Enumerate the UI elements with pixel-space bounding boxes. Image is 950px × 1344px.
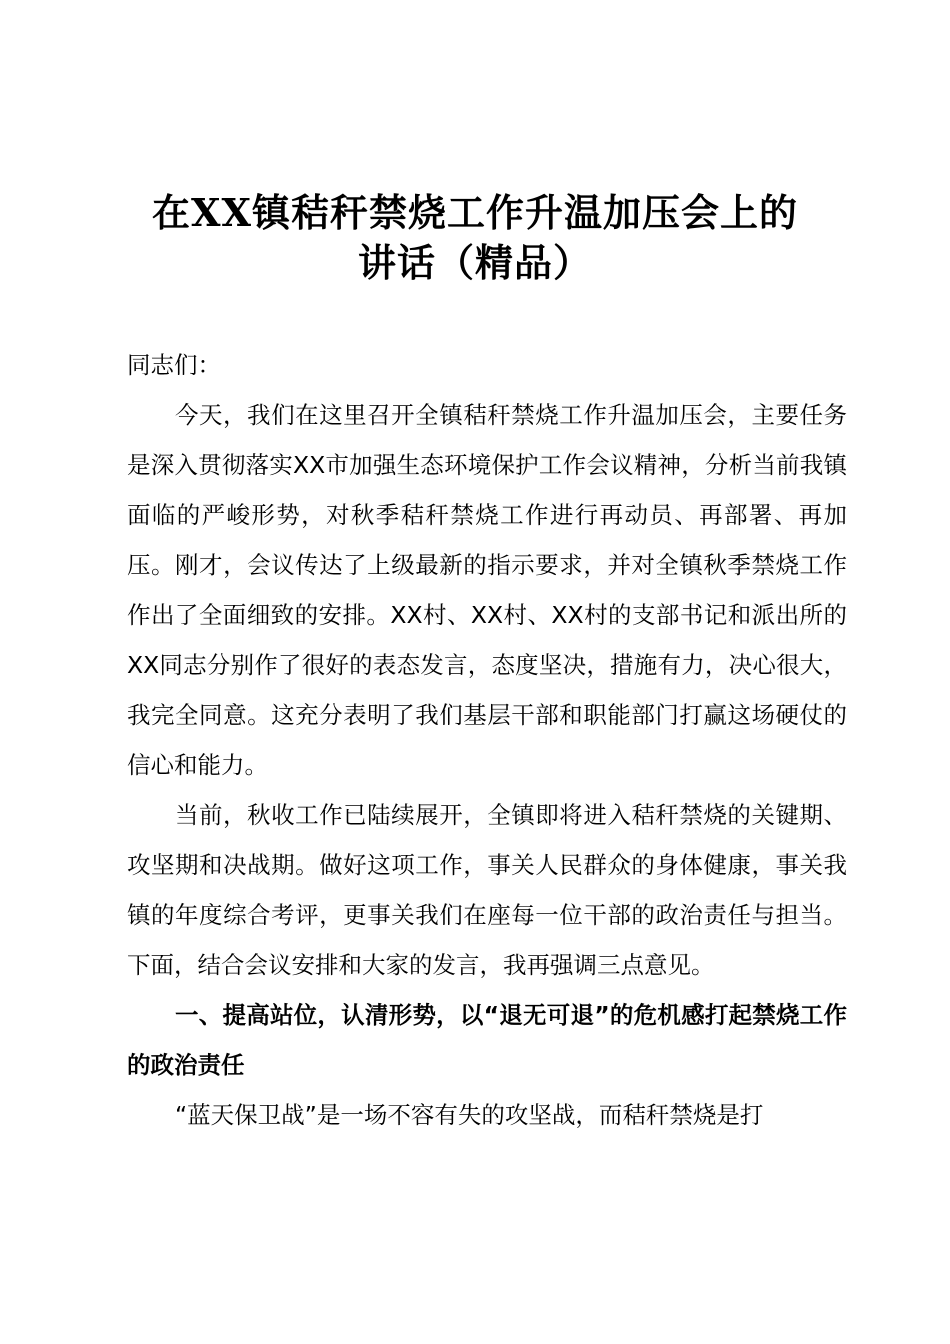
section-heading-1: 一、提高站位，认清形势，以“退无可退”的危机感打起禁烧工作的政治责任 [127, 1001, 847, 1079]
paragraph-3: “蓝天保卫战”是一场不容有失的攻坚战，而秸秆禁烧是打 [175, 1101, 764, 1129]
salutation: 同志们： [127, 351, 221, 379]
title-line-2: 讲话（精品） [357, 240, 592, 285]
document-title [100, 188, 850, 288]
title-line-1: 在XX镇秸秆禁烧工作升温加压会上的 [152, 190, 798, 235]
paragraph-2: 当前，秋收工作已陆续展开，全镇即将进入秸秆禁烧的关键期、攻坚期和决战期。做好这项工作，事关人民群众的身体健康，事关我镇的年度综合考评，更事关我们在座每一位干部的政治责任与担当。下面，结合会议安排和大家的发言，我再强调三点意见。 [127, 801, 847, 979]
document-body [127, 340, 847, 1140]
paragraph-1: 今天，我们在这里召开全镇秸秆禁烧工作升温加压会，主要任务是深入贯彻落实XX市加强生态环境保护工作会议精神，分析当前我镇面临的严峻形势，对秋季秸秆禁烧工作进行再动员、再部署、再加压。刚才，会议传达了上级最新的指示要求，并对全镇秋季禁烧工作作出了全面细致的安排。XX村、XX村、XX村的支部书记和派出所的XX同志分别作了很好的表态发言，态度坚决，措施有力，决心很大，我完全同意。这充分表明了我们基层干部和职能部门打赢这场硬仗的信心和能力。 [127, 401, 847, 779]
